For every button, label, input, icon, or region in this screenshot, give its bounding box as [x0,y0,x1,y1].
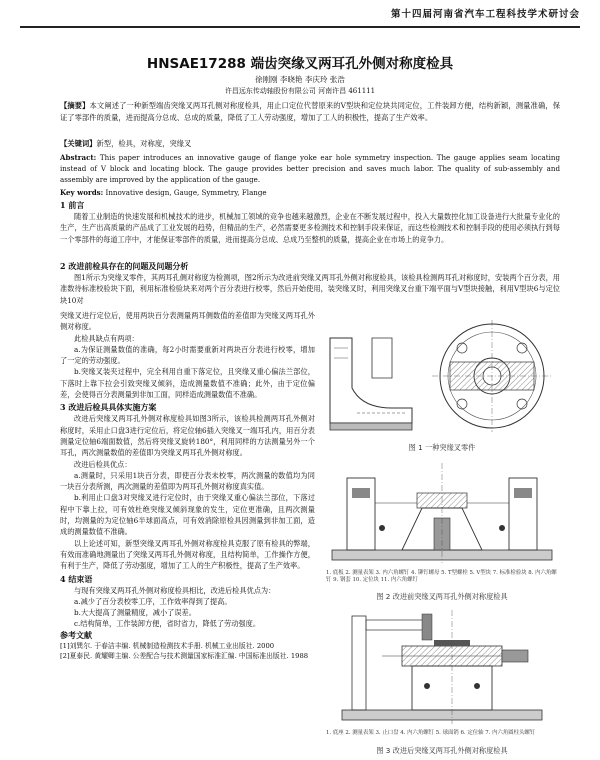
reference-2: [2]夏泰民. 黄耀卿主编. 公差配合与技术测量国家标准汇编. 中国标准出版社. 1988 [60,651,309,660]
abstract-en-text: This paper introduces an innovative gauge of flange yoke ear hole symmetry inspection. The gauge applies seam locating instead of V block and locating block. The gauge provides better precision and saves much labor. The quality of sub-assembly and assembly are improved by the application of the gauge. [60,153,561,184]
section-2 [60,261,560,306]
section-3-summary: 以上论述可知，新型突缘叉两耳孔外侧对称度检具克服了原有检具的弊端，有效而准确地测量出了突缘叉两耳孔外侧对称度，且结构简单，工作操作方便，有利于生产，降低了劳动强度，增加了工人的生产积极性，提高了生产效率。 [60,538,315,571]
keywords-en-label: Key words: [60,188,104,197]
section-3-heading: 3 改进后检具具体实施方案 [60,402,157,413]
keywords-en-text: Innovative design, Gauge, Symmetry, Flange [105,188,267,197]
reference-1: [1]刘巽尔. 于春洁丰编. 机械制造检测技术手册. 机械工业出版社. 2000 [60,641,275,650]
keywords-cn-text: 新型，检具，对称度，突缘叉 [96,139,192,148]
header-rule [20,26,580,28]
left-column [60,310,315,661]
figure-1-drawing [322,318,562,438]
section-3-text-1: 改进后突缘叉两耳孔外侧对称度检具如图3所示，该检具检测两耳孔外侧对称度时，采用止口盘3进行定位后，将定位轴6插入突缘叉一端耳孔内，用百分表测量定位轴6端面数值，然后将突缘叉旋转180°，利用同样的方法测量另外一个耳孔，两次测量数值的差值即为突缘叉两耳孔外侧对称度。 [60,414,315,458]
figure-3-drawing [322,606,562,726]
section-2-heading: 2 改进前检具存在的问题及问题分析 [60,261,189,271]
advantages-intro: 改进后检具优点： [74,459,132,469]
defect-a: a.为保证测量数值的准确，每2小时需要重新对两块百分表进行校零，增加了一定的劳动强度。 [60,344,315,366]
figure-2-drawing [322,458,562,568]
keywords-en [60,187,560,198]
section-4-c: c.结构简单，工作装卸方便，省时省力，降低了劳动强度。 [74,619,261,629]
section-4-a: a.减少了百分表校零工序，工作效率得到了提高。 [74,596,232,606]
abstract-cn [60,100,560,123]
figure-3-note: 1. 底座 2. 测量表架 3. 止口盘 4. 内六角螺钉 5. 球面销 6. 定位轴 7. 内六角圆柱头螺钉 [326,730,536,736]
defect-b: b.突缘叉装夹过程中，完全利用自重下落定位，且突缘叉重心偏法兰部位，下落时上靠下拉会引致突缘叉倾斜，造成测量数值不准确；此外，由于定位偏差，会使得百分表测量到非加工面，同样造成测量数值不准确。 [60,367,315,400]
figure-2-caption: 图 2 改进前突缘叉两耳孔外侧对称度检具 [376,592,508,601]
figure-2-note: 1. 底板 2. 测量表架 3. 内六角螺钉 4. 铆钉螺母 5. T型螺栓 5. V型块 7. 标准检验块 8. 内六角螺钉 9. 钢套 10. 定位块 11. 内六角螺钉 [326,570,557,583]
defects-intro: 此检具缺点有两项： [74,333,139,343]
section-4-b: b.大大提高了测量精度，减小了误差。 [74,608,196,618]
keywords-cn-label: 【关键词】 [60,139,97,148]
advantage-b: b.利用止口盘3对突缘叉进行定位时，由于突缘叉重心偏法兰部位，下落过程中下靠上拉，可有效杜绝突缘叉倾斜现象的发生，定位更准确，且两次测量时，均测量的为定位轴6半球面高点，可有效消除原检具因测量到非加工面，造成的测量数值不准确。 [60,493,315,537]
keywords-cn [60,138,560,149]
authors: 徐刚刚 李晓艳 李庆玲 张浩 [255,75,345,84]
affiliation: 许昌远东传动轴股份有限公司 河南许昌 461111 [224,87,376,95]
abstract-en [60,152,560,185]
abstract-cn-label: 【摘要】 [60,101,90,110]
figure-1-caption: 图 1 一种突缘叉零件 [408,443,476,452]
section-2-text-full: 图1所示为突缘叉零件，其两耳孔侧对称度为检测项，图2所示为改进前突缘叉两耳孔外侧对称度检具，该检具检测两耳孔对称度时，安装两个百分表，用准数待标准校验块下面，利用标准检验块来对两个百分表进行校零，然后开始使用，装突缘叉时，利用突缘叉台重下端平面与V型块接触，利用V型块6与定位块10对 [60,273,560,305]
section-1 [60,200,560,245]
running-header: 第十四届河南省汽车工程科技学术研讨会 [390,9,580,20]
references-heading: 参考文献 [60,629,92,640]
abstract-en-label: Abstract: [60,153,97,162]
section-1-heading: 1 前言 [60,200,85,210]
paper-title: HNSAE17288 端齿突缘叉两耳孔外侧对称度检具 [146,56,454,72]
advantage-a: a.测量时，只采用1块百分表，即使百分表未校零，两次测量的数值均为同一块百分表所测，两次测量的差值即为两耳孔外侧对称度真实值。 [60,470,315,492]
section-4-intro: 与现有突缘叉两耳孔外侧对称度检具相比，改进后检具优点为： [74,585,276,595]
figure-3-caption: 图 3 改进后突缘叉两耳孔外侧对称度检具 [376,746,508,755]
section-4-heading: 4 结束语 [60,573,93,584]
section-2-text-col: 突缘叉进行定位后，使用两块百分表测量两耳侧数值的差值即为突缘叉两耳孔外侧对称度。 [60,311,315,332]
abstract-cn-text: 本文阐述了一种新型端齿突缘叉两耳孔侧对称度检具，用止口定位代替原来的V型块和定位块共同定位，工件装卸方便，结构新颖，测量准确，保证了零部件的质量，进而提高分总成、总成的质量，降低了工人劳动强度，增加了工人的积极性，提高了生产效率。 [60,101,561,122]
section-1-text: 随着工业制造的快速发展和机械技术的进步，机械加工领域的竞争也越来越激烈，企业在不断发展过程中，投入大量数控化加工设备进行大批量专业化的生产，生产出高质量的产品成了工业发展的趋势，但精品的生产，必然需要更多检测技术和控制手段来保证，而这些检测技术和控制手段的使用必须执行到每一个零部件的每道工序中，才能保证零部件的质量，进而提高分总成、总成乃至整机的质量，提高企业在市场上的竞争力。 [60,212,560,244]
